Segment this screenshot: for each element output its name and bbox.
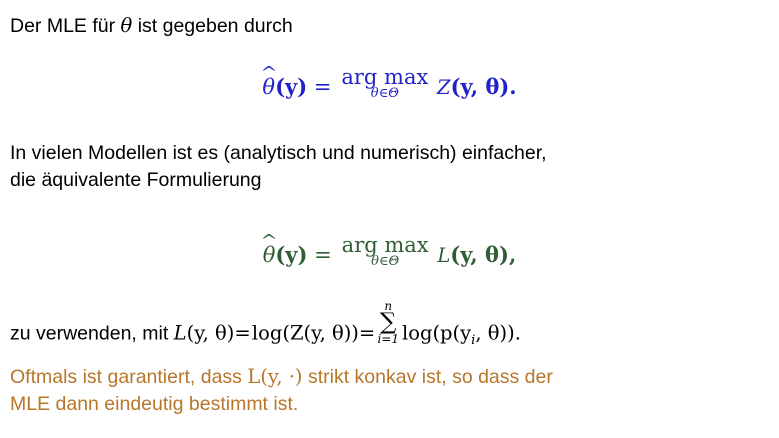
paragraph-mle-definition: [10, 12, 770, 40]
equation-1-equals: =: [313, 74, 333, 99]
equation-1-theta-hat: [260, 62, 278, 99]
equation-2-function: L: [437, 243, 451, 267]
equation-2-equals: =: [314, 242, 333, 267]
equation-2-argmax: [342, 234, 429, 269]
equation-argmax-l: [0, 230, 779, 270]
paragraph-3-equals-1: =: [234, 321, 252, 345]
argmax-subscript: θ∈Θ: [370, 86, 399, 102]
equation-2-theta-hat: [260, 230, 278, 267]
equation-2-lhs-arg: (y): [275, 241, 308, 267]
paragraph-3-log-1-arg: (Z(y, θ)): [282, 321, 359, 345]
argmax-label: arg max: [341, 65, 429, 89]
paragraph-3-log-2-arg: (p(y: [432, 321, 472, 345]
paragraph-1-text-before: Der MLE für: [10, 15, 121, 37]
paragraph-4-line-1-a: Oftmals ist garantiert, dass: [10, 366, 248, 388]
theta-glyph: θ: [262, 74, 276, 99]
equation-2-rhs-arg: (y, θ),: [450, 241, 517, 267]
hat-accent: ^: [260, 230, 278, 250]
paragraph-3-math-l: L: [173, 321, 187, 345]
sum-glyph: ∑: [379, 309, 397, 335]
paragraph-equivalent-formulation: [10, 140, 772, 194]
sum-upper-limit: n: [384, 299, 393, 313]
equation-1-function: Z: [437, 75, 451, 99]
paragraph-4-line-2: MLE dann eindeutig bestimmt ist.: [10, 393, 299, 415]
equation-1-rhs-arg: (y, θ).: [450, 73, 517, 99]
paragraph-2-line-2: die äquivalente Formulierung: [10, 169, 262, 191]
theta-symbol: θ: [120, 14, 133, 37]
paragraph-log-likelihood: [10, 300, 772, 354]
sum-lower-limit: i=1: [377, 332, 399, 347]
paragraph-3-math-l-arg: (y, θ): [186, 321, 235, 345]
paragraph-3-log-2: log: [401, 321, 433, 345]
paragraph-4-math: L(y, ·): [247, 365, 303, 388]
paragraph-3-log-2-sub: i: [471, 333, 476, 349]
argmax-subscript: θ∈Θ: [371, 254, 400, 270]
equation-1-lhs-arg: (y): [275, 73, 308, 99]
equation-1-argmax: [341, 66, 428, 101]
paragraph-1-text-after: ist gegeben durch: [132, 15, 293, 37]
paragraph-2-line-1: In vielen Modellen ist es (analytisch und numerisch) einfacher,: [10, 142, 547, 164]
paragraph-3-log-1: log: [251, 321, 283, 345]
summation-operator: [377, 300, 399, 345]
paragraph-concavity-note: [10, 363, 772, 418]
paragraph-3-log-2-rest: , θ)).: [475, 321, 521, 345]
equation-argmax-z: [0, 62, 779, 102]
argmax-label: arg max: [341, 233, 429, 257]
theta-glyph: θ: [262, 242, 276, 267]
hat-accent: ^: [260, 62, 278, 82]
paragraph-3-equals-2: =: [358, 321, 377, 345]
paragraph-4-line-1-b: strikt konkav ist, so dass der: [302, 366, 553, 388]
paragraph-3-text-1: zu verwenden, mit: [10, 322, 174, 345]
